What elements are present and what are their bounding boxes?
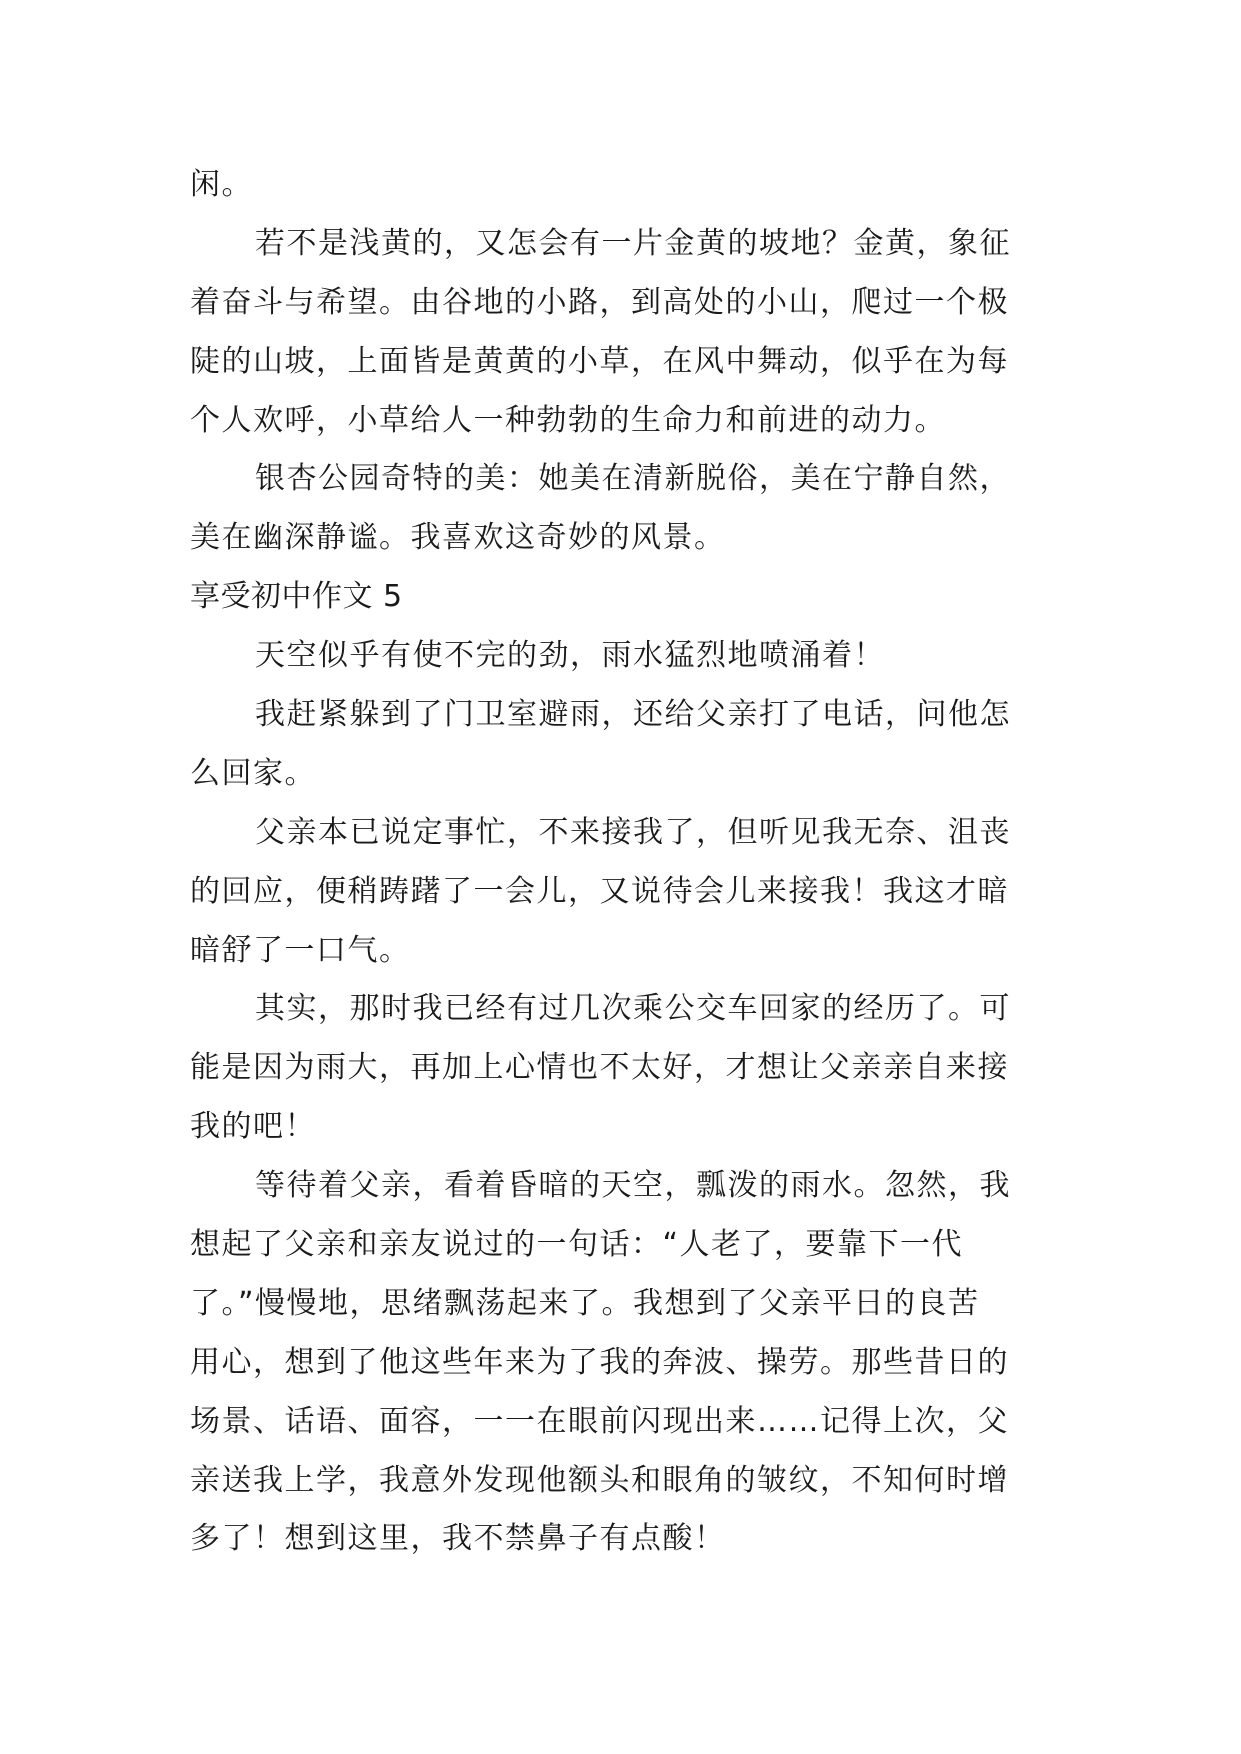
text-line: 暗舒了一口气。	[190, 932, 411, 968]
text-line: 若不是浅黄的，又怎会有一片金黄的坡地？金黄，象征	[255, 225, 1011, 261]
section-heading: 享受初中作文 5	[190, 579, 403, 615]
text-line: 亲送我上学，我意外发现他额头和眼角的皱纹，不知何时增	[190, 1462, 1009, 1498]
text-line: 等待着父亲，看着昏暗的天空，瓢泼的雨水。忽然，我	[255, 1168, 1011, 1204]
text-line: 闲。	[190, 167, 253, 202]
document-body	[190, 156, 1065, 1569]
text-line: 着奋斗与希望。由谷地的小路，到高处的小山，爬过一个极	[190, 284, 1009, 320]
text-line: 我的吧！	[190, 1109, 316, 1145]
text-line: 美在幽深静谧。我喜欢这奇妙的风景。	[190, 520, 726, 556]
text-line: 个人欢呼，小草给人一种勃勃的生命力和前进的动力。	[190, 402, 946, 438]
text-line: 了。”慢慢地，思绪飘荡起来了。我想到了父亲平日的良苦	[190, 1285, 980, 1321]
text-line: 天空似乎有使不完的劲，雨水猛烈地喷涌着！	[255, 638, 885, 674]
text-line: 用心，想到了他这些年来为了我的奔波、操劳。那些昔日的	[190, 1344, 1009, 1380]
text-line: 多了！想到这里，我不禁鼻子有点酸！	[190, 1521, 726, 1557]
text-line: 银杏公园奇特的美：她美在清新脱俗，美在宁静自然，	[255, 461, 1011, 497]
text-line: 我赶紧躲到了门卫室避雨，还给父亲打了电话，问他怎	[255, 697, 1011, 733]
text-line: 么回家。	[190, 755, 316, 791]
text-line: 场景、话语、面容，一一在眼前闪现出来……记得上次，父	[190, 1403, 1009, 1439]
text-line: 父亲本已说定事忙，不来接我了，但听见我无奈、沮丧	[255, 814, 1011, 850]
text-line: 陡的山坡，上面皆是黄黄的小草，在风中舞动，似乎在为每	[190, 343, 1009, 379]
text-line: 想起了父亲和亲友说过的一句话：“人老了，要靠下一代	[190, 1227, 964, 1263]
text-line: 其实，那时我已经有过几次乘公交车回家的经历了。可	[255, 991, 1011, 1027]
text-line: 的回应，便稍踌躇了一会儿，又说待会儿来接我！我这才暗	[190, 873, 1009, 909]
text-line: 能是因为雨大，再加上心情也不太好，才想让父亲亲自来接	[190, 1050, 1009, 1086]
